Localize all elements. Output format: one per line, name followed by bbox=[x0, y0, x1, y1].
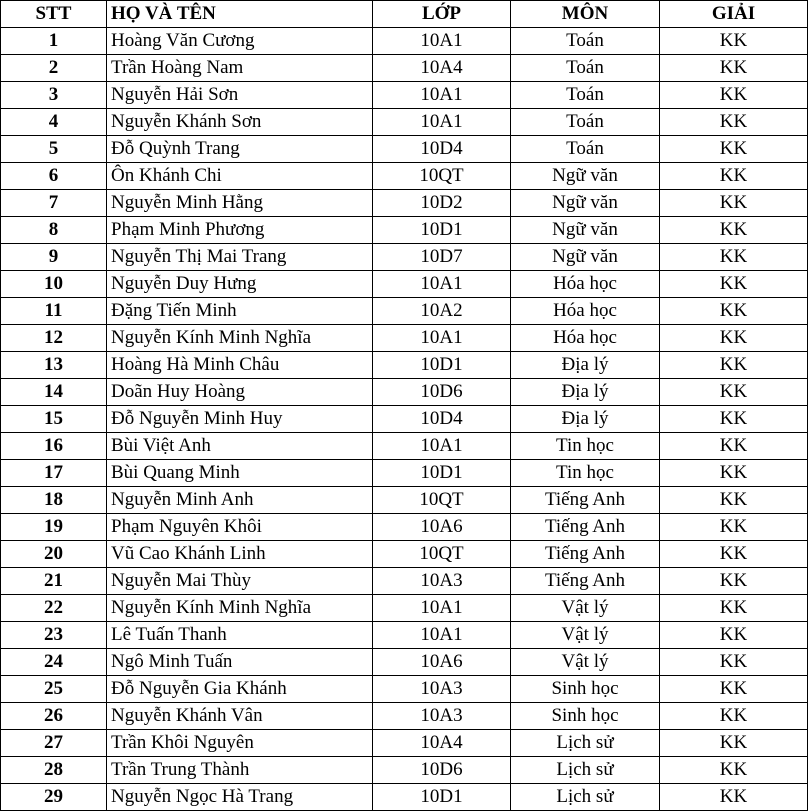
cell-award: KK bbox=[660, 136, 808, 163]
cell-subject: Lịch sử bbox=[511, 730, 660, 757]
cell-subject: Lịch sử bbox=[511, 784, 660, 811]
cell-class: 10A1 bbox=[373, 433, 511, 460]
cell-award: KK bbox=[660, 244, 808, 271]
cell-name: Lê Tuấn Thanh bbox=[107, 622, 373, 649]
cell-stt: 26 bbox=[1, 703, 107, 730]
cell-name: Nguyễn Thị Mai Trang bbox=[107, 244, 373, 271]
cell-award: KK bbox=[660, 730, 808, 757]
cell-class: 10D7 bbox=[373, 244, 511, 271]
cell-subject: Toán bbox=[511, 136, 660, 163]
cell-subject: Ngữ văn bbox=[511, 190, 660, 217]
cell-subject: Hóa học bbox=[511, 271, 660, 298]
cell-class: 10A3 bbox=[373, 676, 511, 703]
cell-name: Phạm Minh Phương bbox=[107, 217, 373, 244]
header-award: GIẢI bbox=[660, 1, 808, 28]
cell-class: 10D6 bbox=[373, 379, 511, 406]
table-row bbox=[1, 622, 808, 649]
cell-name: Nguyễn Khánh Vân bbox=[107, 703, 373, 730]
cell-stt: 11 bbox=[1, 298, 107, 325]
cell-subject: Tiếng Anh bbox=[511, 514, 660, 541]
cell-subject: Ngữ văn bbox=[511, 163, 660, 190]
table-row bbox=[1, 298, 808, 325]
cell-class: 10QT bbox=[373, 541, 511, 568]
cell-stt: 8 bbox=[1, 217, 107, 244]
cell-class: 10A3 bbox=[373, 703, 511, 730]
cell-name: Nguyễn Duy Hưng bbox=[107, 271, 373, 298]
cell-stt: 13 bbox=[1, 352, 107, 379]
table-row bbox=[1, 217, 808, 244]
cell-stt: 2 bbox=[1, 55, 107, 82]
cell-stt: 25 bbox=[1, 676, 107, 703]
cell-class: 10D4 bbox=[373, 406, 511, 433]
cell-award: KK bbox=[660, 28, 808, 55]
cell-subject: Lịch sử bbox=[511, 757, 660, 784]
header-row bbox=[1, 1, 808, 28]
cell-stt: 27 bbox=[1, 730, 107, 757]
cell-class: 10A1 bbox=[373, 325, 511, 352]
cell-class: 10A1 bbox=[373, 271, 511, 298]
cell-class: 10A4 bbox=[373, 55, 511, 82]
cell-stt: 9 bbox=[1, 244, 107, 271]
cell-name: Ôn Khánh Chi bbox=[107, 163, 373, 190]
cell-subject: Tiếng Anh bbox=[511, 541, 660, 568]
cell-name: Đỗ Quỳnh Trang bbox=[107, 136, 373, 163]
cell-award: KK bbox=[660, 433, 808, 460]
cell-name: Đặng Tiến Minh bbox=[107, 298, 373, 325]
table-body bbox=[1, 28, 808, 811]
cell-award: KK bbox=[660, 622, 808, 649]
cell-name: Hoàng Hà Minh Châu bbox=[107, 352, 373, 379]
cell-subject: Hóa học bbox=[511, 298, 660, 325]
cell-class: 10D1 bbox=[373, 217, 511, 244]
cell-class: 10A4 bbox=[373, 730, 511, 757]
cell-subject: Toán bbox=[511, 55, 660, 82]
header-class: LỚP bbox=[373, 1, 511, 28]
cell-subject: Sinh học bbox=[511, 703, 660, 730]
cell-class: 10A3 bbox=[373, 568, 511, 595]
cell-stt: 14 bbox=[1, 379, 107, 406]
table-row bbox=[1, 136, 808, 163]
cell-class: 10A1 bbox=[373, 82, 511, 109]
cell-award: KK bbox=[660, 703, 808, 730]
table-row bbox=[1, 676, 808, 703]
cell-name: Trần Trung Thành bbox=[107, 757, 373, 784]
cell-class: 10D1 bbox=[373, 784, 511, 811]
cell-subject: Hóa học bbox=[511, 325, 660, 352]
cell-stt: 17 bbox=[1, 460, 107, 487]
cell-stt: 15 bbox=[1, 406, 107, 433]
cell-stt: 19 bbox=[1, 514, 107, 541]
table-row bbox=[1, 487, 808, 514]
cell-award: KK bbox=[660, 190, 808, 217]
cell-award: KK bbox=[660, 163, 808, 190]
table-row bbox=[1, 649, 808, 676]
cell-award: KK bbox=[660, 298, 808, 325]
cell-subject: Địa lý bbox=[511, 379, 660, 406]
cell-stt: 28 bbox=[1, 757, 107, 784]
cell-name: Bùi Quang Minh bbox=[107, 460, 373, 487]
cell-name: Nguyễn Khánh Sơn bbox=[107, 109, 373, 136]
cell-stt: 16 bbox=[1, 433, 107, 460]
cell-class: 10D1 bbox=[373, 460, 511, 487]
cell-name: Doãn Huy Hoàng bbox=[107, 379, 373, 406]
cell-subject: Địa lý bbox=[511, 352, 660, 379]
table-row bbox=[1, 244, 808, 271]
cell-stt: 23 bbox=[1, 622, 107, 649]
cell-subject: Toán bbox=[511, 28, 660, 55]
cell-award: KK bbox=[660, 595, 808, 622]
table-row bbox=[1, 109, 808, 136]
cell-subject: Toán bbox=[511, 109, 660, 136]
table-row bbox=[1, 82, 808, 109]
table-row bbox=[1, 784, 808, 811]
cell-stt: 24 bbox=[1, 649, 107, 676]
cell-class: 10A1 bbox=[373, 109, 511, 136]
cell-stt: 3 bbox=[1, 82, 107, 109]
cell-subject: Tiếng Anh bbox=[511, 568, 660, 595]
cell-award: KK bbox=[660, 514, 808, 541]
cell-stt: 10 bbox=[1, 271, 107, 298]
cell-subject: Tiếng Anh bbox=[511, 487, 660, 514]
cell-award: KK bbox=[660, 757, 808, 784]
cell-subject: Ngữ văn bbox=[511, 244, 660, 271]
cell-name: Trần Hoàng Nam bbox=[107, 55, 373, 82]
cell-class: 10A2 bbox=[373, 298, 511, 325]
cell-stt: 21 bbox=[1, 568, 107, 595]
cell-award: KK bbox=[660, 487, 808, 514]
cell-class: 10D2 bbox=[373, 190, 511, 217]
cell-class: 10QT bbox=[373, 487, 511, 514]
cell-award: KK bbox=[660, 649, 808, 676]
table-row bbox=[1, 757, 808, 784]
cell-stt: 4 bbox=[1, 109, 107, 136]
table-row bbox=[1, 514, 808, 541]
table-row bbox=[1, 730, 808, 757]
cell-award: KK bbox=[660, 541, 808, 568]
table-row bbox=[1, 406, 808, 433]
cell-award: KK bbox=[660, 55, 808, 82]
header-name: HỌ VÀ TÊN bbox=[107, 1, 373, 28]
cell-class: 10D6 bbox=[373, 757, 511, 784]
cell-stt: 18 bbox=[1, 487, 107, 514]
cell-subject: Tin học bbox=[511, 433, 660, 460]
table-row bbox=[1, 568, 808, 595]
cell-name: Nguyễn Mai Thùy bbox=[107, 568, 373, 595]
cell-name: Trần Khôi Nguyên bbox=[107, 730, 373, 757]
cell-subject: Vật lý bbox=[511, 622, 660, 649]
cell-name: Nguyễn Kính Minh Nghĩa bbox=[107, 325, 373, 352]
cell-award: KK bbox=[660, 82, 808, 109]
cell-stt: 1 bbox=[1, 28, 107, 55]
cell-class: 10A1 bbox=[373, 595, 511, 622]
cell-name: Nguyễn Ngọc Hà Trang bbox=[107, 784, 373, 811]
cell-stt: 7 bbox=[1, 190, 107, 217]
cell-award: KK bbox=[660, 109, 808, 136]
cell-name: Nguyễn Minh Anh bbox=[107, 487, 373, 514]
cell-class: 10D4 bbox=[373, 136, 511, 163]
table-row bbox=[1, 379, 808, 406]
header-subject: MÔN bbox=[511, 1, 660, 28]
table-row bbox=[1, 352, 808, 379]
cell-name: Đỗ Nguyễn Gia Khánh bbox=[107, 676, 373, 703]
cell-name: Nguyễn Hải Sơn bbox=[107, 82, 373, 109]
table-row bbox=[1, 541, 808, 568]
table-row bbox=[1, 28, 808, 55]
cell-stt: 20 bbox=[1, 541, 107, 568]
cell-name: Hoàng Văn Cương bbox=[107, 28, 373, 55]
table-row bbox=[1, 163, 808, 190]
cell-subject: Sinh học bbox=[511, 676, 660, 703]
cell-subject: Ngữ văn bbox=[511, 217, 660, 244]
cell-class: 10QT bbox=[373, 163, 511, 190]
cell-subject: Vật lý bbox=[511, 595, 660, 622]
cell-award: KK bbox=[660, 352, 808, 379]
cell-stt: 5 bbox=[1, 136, 107, 163]
cell-class: 10A1 bbox=[373, 28, 511, 55]
cell-subject: Địa lý bbox=[511, 406, 660, 433]
cell-award: KK bbox=[660, 379, 808, 406]
cell-name: Ngô Minh Tuấn bbox=[107, 649, 373, 676]
cell-stt: 29 bbox=[1, 784, 107, 811]
cell-award: KK bbox=[660, 568, 808, 595]
cell-stt: 6 bbox=[1, 163, 107, 190]
cell-subject: Tin học bbox=[511, 460, 660, 487]
cell-name: Nguyễn Minh Hằng bbox=[107, 190, 373, 217]
table-row bbox=[1, 55, 808, 82]
table-row bbox=[1, 433, 808, 460]
cell-subject: Vật lý bbox=[511, 649, 660, 676]
table-row bbox=[1, 703, 808, 730]
cell-award: KK bbox=[660, 784, 808, 811]
cell-award: KK bbox=[660, 460, 808, 487]
cell-award: KK bbox=[660, 217, 808, 244]
cell-name: Phạm Nguyên Khôi bbox=[107, 514, 373, 541]
cell-award: KK bbox=[660, 406, 808, 433]
cell-name: Vũ Cao Khánh Linh bbox=[107, 541, 373, 568]
cell-stt: 22 bbox=[1, 595, 107, 622]
cell-award: KK bbox=[660, 271, 808, 298]
cell-award: KK bbox=[660, 325, 808, 352]
cell-award: KK bbox=[660, 676, 808, 703]
cell-class: 10A6 bbox=[373, 649, 511, 676]
cell-class: 10A1 bbox=[373, 622, 511, 649]
table-row bbox=[1, 595, 808, 622]
table-row bbox=[1, 271, 808, 298]
cell-subject: Toán bbox=[511, 82, 660, 109]
header-stt: STT bbox=[1, 1, 107, 28]
cell-class: 10A6 bbox=[373, 514, 511, 541]
cell-stt: 12 bbox=[1, 325, 107, 352]
cell-name: Đỗ Nguyễn Minh Huy bbox=[107, 406, 373, 433]
cell-name: Nguyễn Kính Minh Nghĩa bbox=[107, 595, 373, 622]
table-row bbox=[1, 190, 808, 217]
cell-class: 10D1 bbox=[373, 352, 511, 379]
cell-name: Bùi Việt Anh bbox=[107, 433, 373, 460]
table-row bbox=[1, 325, 808, 352]
table-row bbox=[1, 460, 808, 487]
